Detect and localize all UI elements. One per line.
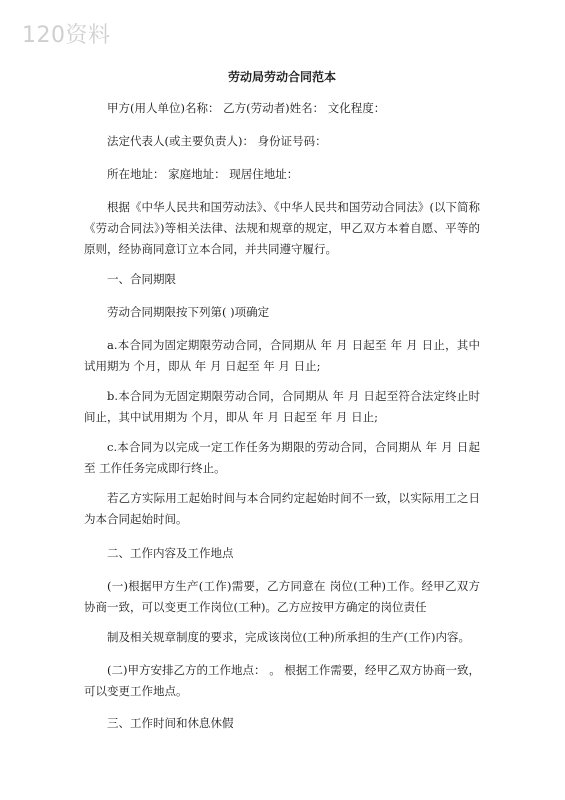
paragraph-start-date: 若乙方实际用工起始时间与本合同约定起始时间不一致，以实际用工之日为本合同起始时间。 bbox=[84, 491, 480, 526]
paragraph-work-duties: 制及相关规章制度的要求，完成该岗位(工种)所承担的生产(工作)内容。 bbox=[107, 630, 470, 644]
watermark-logo: 120资料 bbox=[22, 23, 111, 48]
section-heading-work-content: 二、工作内容及工作地点 bbox=[107, 546, 234, 560]
paragraph-option-c: c.本合同为以完成一定工作任务为期限的劳动合同，合同期从 年 月 日起至 工作任务完成即行终止。 bbox=[84, 440, 480, 475]
paragraph-term-choice: 劳动合同期限按下列第( )项确定 bbox=[107, 305, 270, 319]
section-heading-working-hours: 三、工作时间和休息休假 bbox=[107, 716, 234, 730]
paragraph-parties: 甲方(用人单位)名称： 乙方(劳动者)姓名： 文化程度： bbox=[107, 101, 386, 115]
page-title: 劳动局劳动合同范本 bbox=[227, 70, 336, 84]
section-heading-contract-term: 一、合同期限 bbox=[107, 272, 176, 286]
paragraph-address: 所在地址： 家庭地址： 现居住地址： bbox=[107, 167, 299, 181]
paragraph-work-post: (一)根据甲方生产(工作)需要，乙方同意在 岗位(工种)工作。经甲乙双方协商一致，可以变更工作岗位(工种)。乙方应按甲方确定的岗位责任 bbox=[84, 579, 480, 614]
paragraph-option-b: b.本合同为无固定期限劳动合同，合同期从 年 月 日起至符合法定终止时间止，其中试用期为 个月，即从 年 月 日起至 年 月 日止; bbox=[84, 389, 480, 424]
paragraph-option-a: a.本合同为固定期限劳动合同，合同期从 年 月 日起至 年 月 日止，其中试用期为 个月，即从 年 月 日起至 年 月 日止; bbox=[84, 338, 480, 373]
paragraph-legal-basis: 根据《中华人民共和国劳动法》、《中华人民共和国劳动合同法》(以下简称《劳动合同法》)等相关法律、法规和规章的规定，甲乙双方本着自愿、平等的原则，经协商同意订立本合同，并共同遵守履行。 bbox=[84, 200, 480, 256]
paragraph-representative: 法定代表人(或主要负责人)： 身份证号码： bbox=[107, 134, 327, 148]
paragraph-work-location: (二)甲方安排乙方的工作地点： 。 根据工作需要，经甲乙双方协商一致，可以变更工作地点。 bbox=[84, 663, 480, 698]
